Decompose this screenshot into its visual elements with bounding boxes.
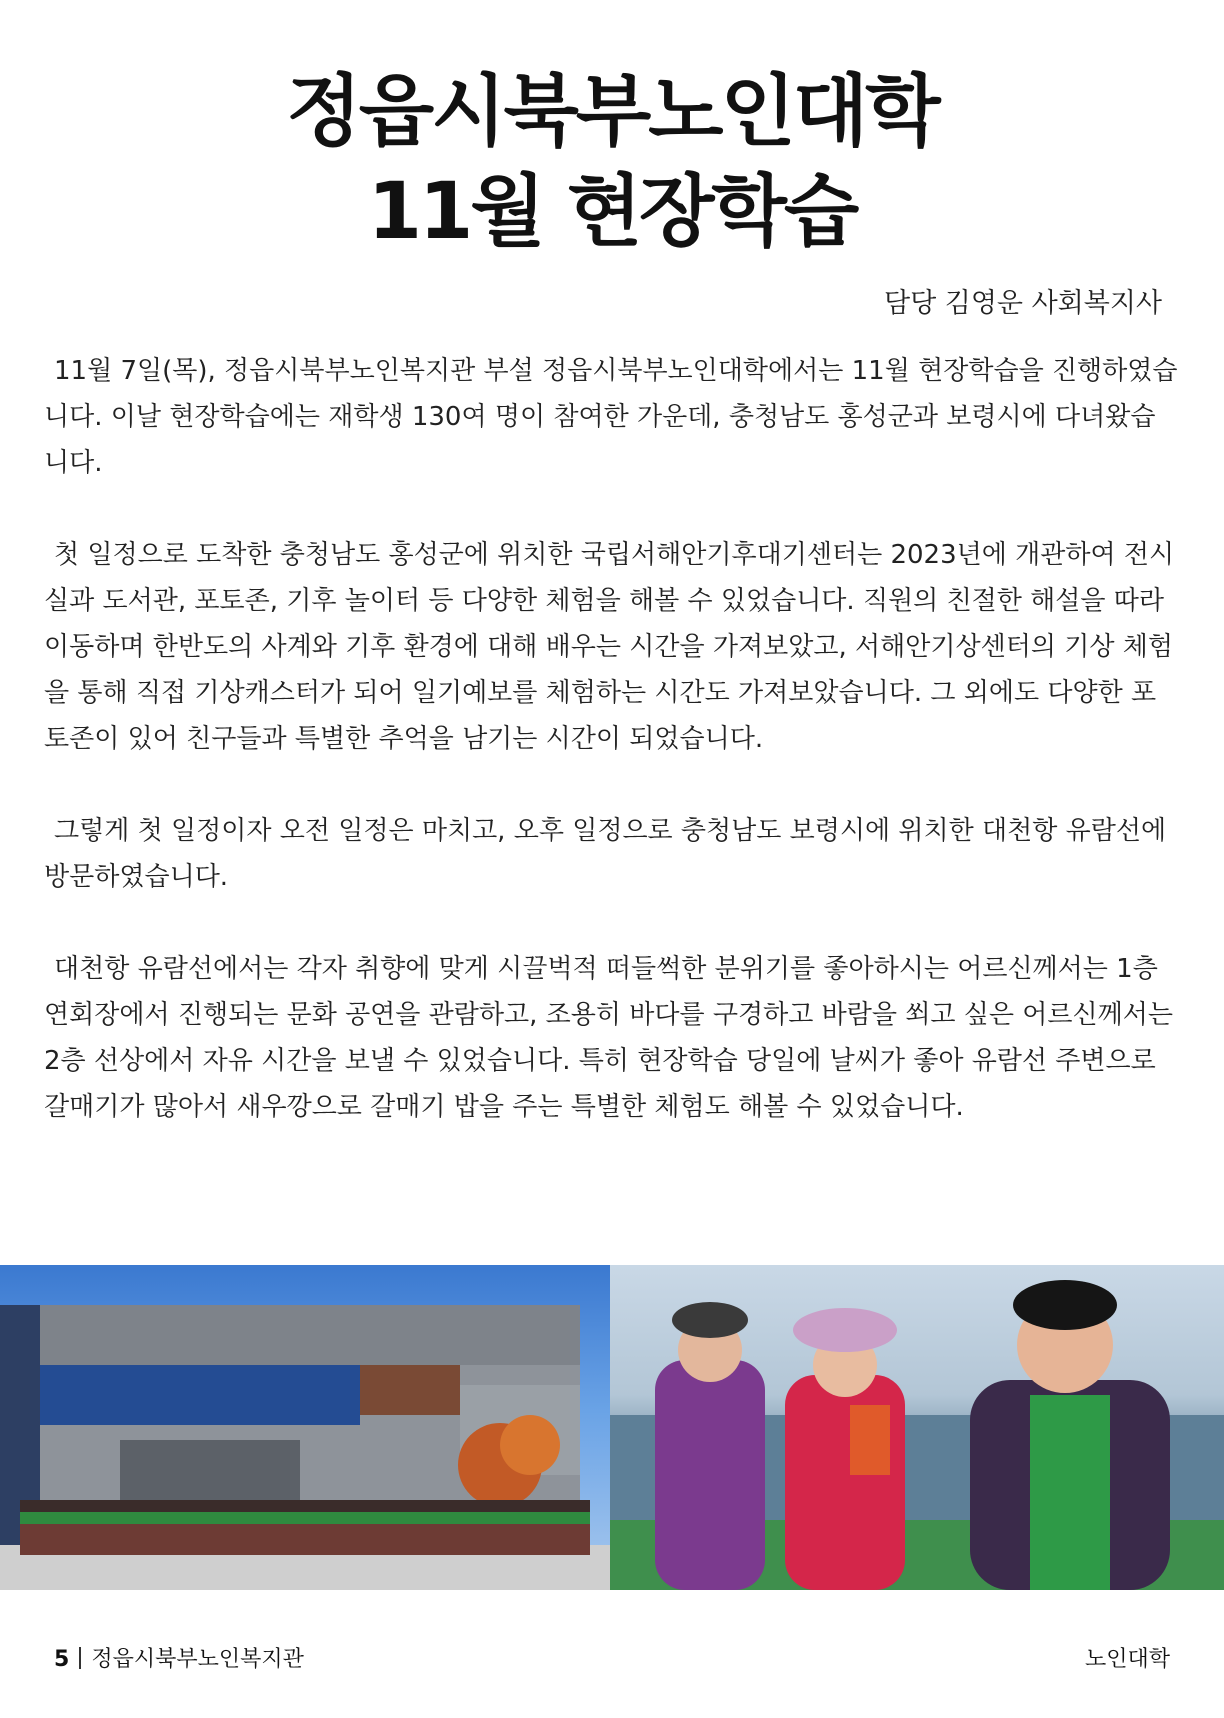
footer-organization: 정읍시북부노인복지관	[91, 1647, 304, 1672]
footer-left	[54, 1640, 304, 1680]
paragraph-2: 첫 일정으로 도착한 충청남도 홍성군에 위치한 국립서해안기후대기센터는 2023년에 개관하여 전시실과 도서관, 포토존, 기후 놀이터 등 다양한 체험을 해볼 수 있었습니다. 직원의 친절한 해설을 따라 이동하며 한반도의 사계와 기후 환경에 대해 배우는 시간을 가져보았고, 서해안기상센터의 기상 체험을 통해 직접 기상캐스터가 되어 일기예보를 체험하는 시간도 가져보았습니다. 그 외에도 다양한 포토존이 있어 친구들과 특별한 추억을 남기는 시간이 되었습니다.	[44, 540, 1175, 754]
page-footer	[54, 1640, 1170, 1680]
title-line-1: 정읍시북부노인대학	[286, 67, 938, 157]
boat-deck-photo	[610, 1265, 1224, 1590]
page-number: 5	[54, 1647, 70, 1672]
paragraph-1: 11월 7일(목), 정읍시북부노인복지관 부설 정읍시북부노인대학에서는 11월 현장학습을 진행하였습니다. 이날 현장학습에는 재학생 130여 명이 참여한 가운데, 충청남도 홍성군과 보령시에 다녀왔습니다.	[44, 356, 1178, 478]
paragraph-3: 그렇게 첫 일정이자 오전 일정은 마치고, 오후 일정으로 충청남도 보령시에 위치한 대천항 유람선에 방문하였습니다.	[44, 816, 1167, 892]
title-line-2: 11월 현장학습	[367, 167, 857, 257]
photo-strip	[0, 1265, 1224, 1590]
footer-section: 노인대학	[1084, 1647, 1170, 1672]
footer-divider	[79, 1647, 81, 1669]
author-line: 담당 김영운 사회복지사	[884, 288, 1162, 319]
group-photo-building	[0, 1265, 610, 1590]
paragraph-4: 대천항 유람선에서는 각자 취향에 맞게 시끌벅적 떠들썩한 분위기를 좋아하시는 어르신께서는 1층 연회장에서 진행되는 문화 공연을 관람하고, 조용히 바다를 구경하고 바람을 쐬고 싶은 어르신께서는 2층 선상에서 자유 시간을 보낼 수 있었습니다. 특히 현장학습 당일에 날씨가 좋아 유람선 주변으로 갈매기가 많아서 새우깡으로 갈매기 밥을 주는 특별한 체험도 해볼 수 있었습니다.	[44, 954, 1173, 1122]
article-body	[44, 348, 1178, 1176]
page-title	[0, 62, 1224, 262]
